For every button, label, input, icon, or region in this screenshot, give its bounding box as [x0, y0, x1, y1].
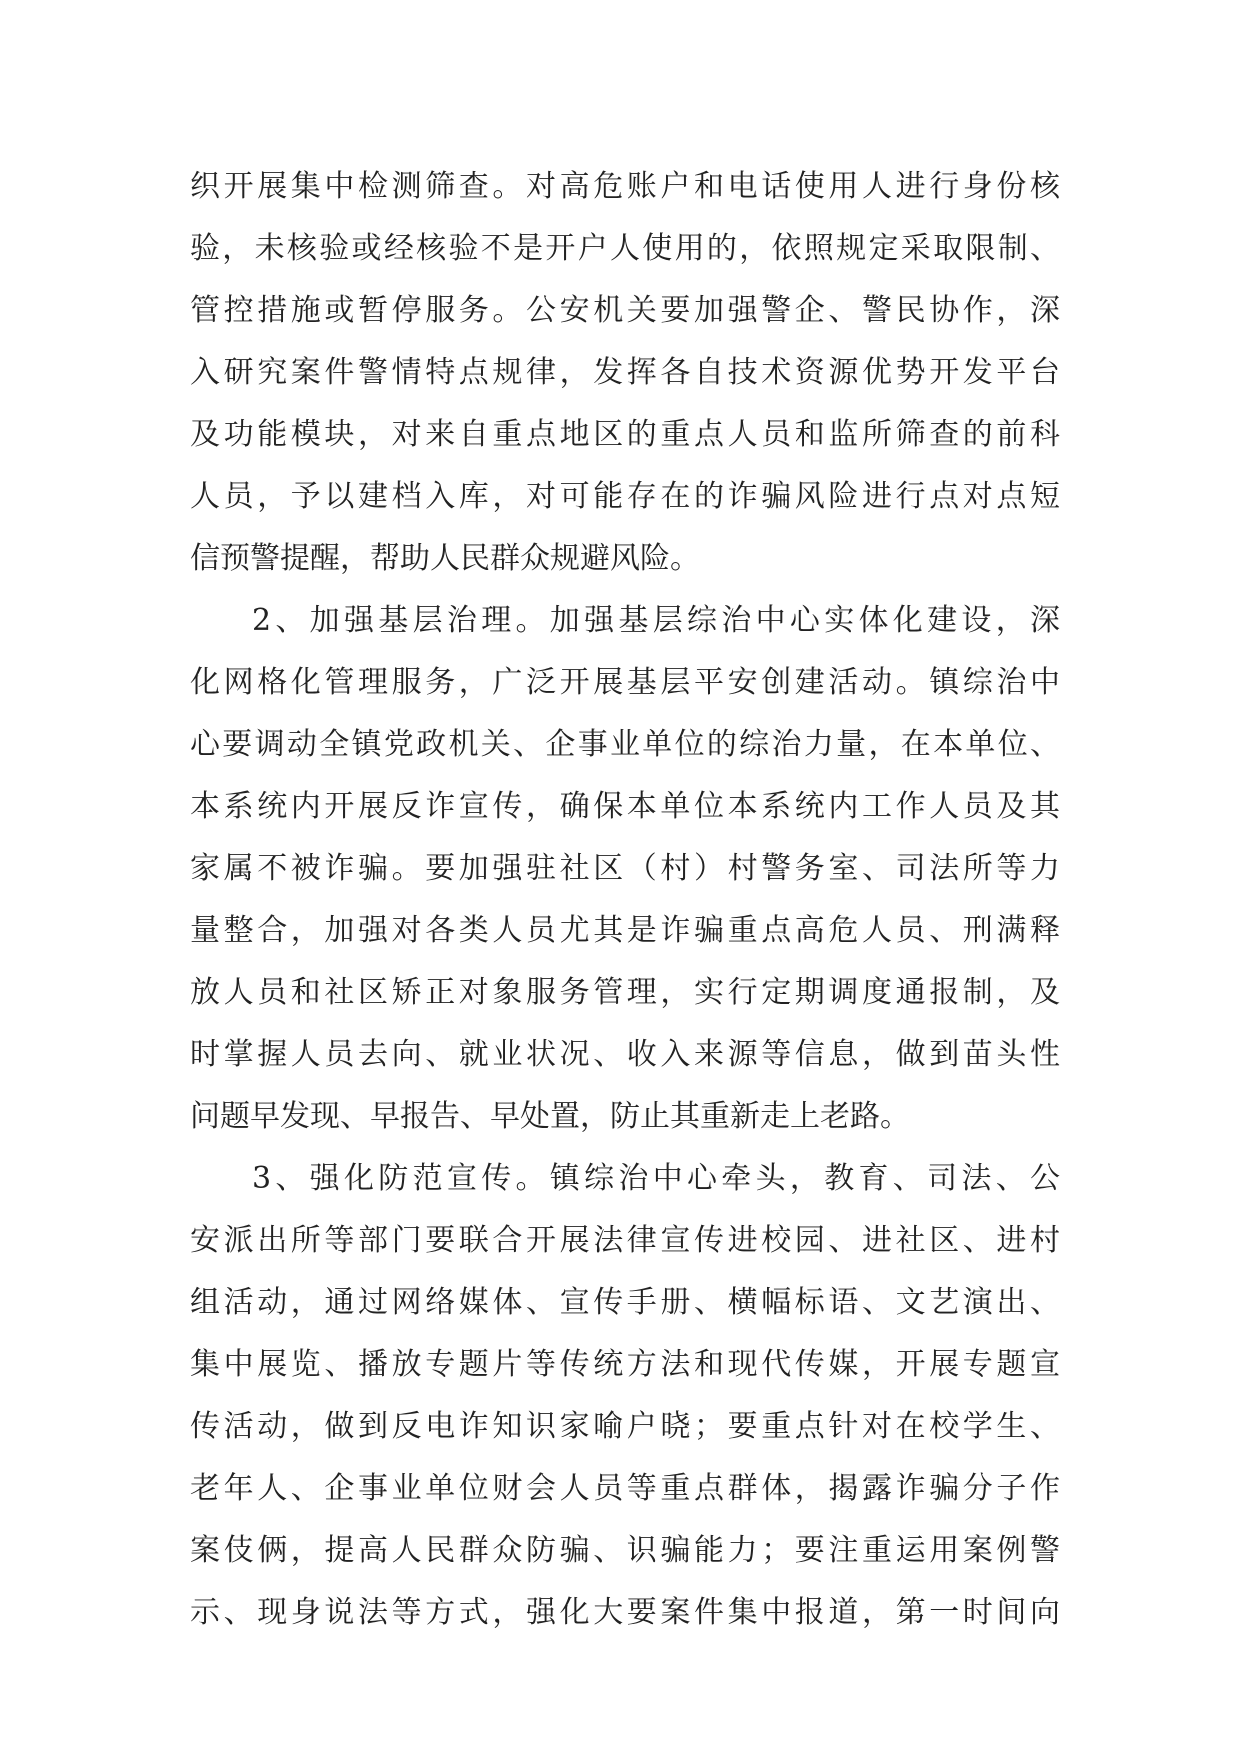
document-body — [190, 156, 1060, 1644]
text-line: 示、现身说法等方式，强化大要案件集中报道，第一时间向 — [190, 1595, 1060, 1630]
text-line: 家属不被诈骗。要加强驻社区（村）村警务室、司法所等力 — [190, 851, 1060, 886]
paragraph-2 — [190, 590, 1060, 1148]
text-line: 本系统内开展反诈宣传，确保本单位本系统内工作人员及其 — [190, 789, 1060, 824]
text-line: 放人员和社区矫正对象服务管理，实行定期调度通报制，及 — [190, 975, 1060, 1010]
text-line: 安派出所等部门要联合开展法律宣传进校园、进社区、进村 — [190, 1223, 1060, 1258]
text-line: 信预警提醒，帮助人民群众规避风险。 — [190, 541, 700, 576]
text-line: 管控措施或暂停服务。公安机关要加强警企、警民协作，深 — [190, 293, 1060, 328]
text-line: 验，未核验或经核验不是开户人使用的，依照规定采取限制、 — [190, 231, 1060, 266]
text-line: 人员，予以建档入库，对可能存在的诈骗风险进行点对点短 — [190, 479, 1060, 514]
text-line: 老年人、企事业单位财会人员等重点群体，揭露诈骗分子作 — [190, 1471, 1060, 1506]
text-line: 案伎俩，提高人民群众防骗、识骗能力；要注重运用案例警 — [190, 1533, 1060, 1568]
text-line: 传活动，做到反电诈知识家喻户晓；要重点针对在校学生、 — [190, 1409, 1060, 1444]
text-line: 时掌握人员去向、就业状况、收入来源等信息，做到苗头性 — [190, 1037, 1060, 1072]
text-line: 2、加强基层治理。加强基层综治中心实体化建设，深 — [252, 603, 1060, 638]
paragraph-1 — [190, 156, 1060, 590]
paragraph-3 — [190, 1148, 1060, 1644]
text-line: 心要调动全镇党政机关、企事业单位的综治力量，在本单位、 — [190, 727, 1060, 762]
text-line: 组活动，通过网络媒体、宣传手册、横幅标语、文艺演出、 — [190, 1285, 1060, 1320]
text-line: 及功能模块，对来自重点地区的重点人员和监所筛查的前科 — [190, 417, 1060, 452]
text-line: 3、强化防范宣传。镇综治中心牵头，教育、司法、公 — [252, 1161, 1060, 1196]
text-line: 量整合，加强对各类人员尤其是诈骗重点高危人员、刑满释 — [190, 913, 1060, 948]
text-line: 化网格化管理服务，广泛开展基层平安创建活动。镇综治中 — [190, 665, 1060, 700]
text-line: 织开展集中检测筛查。对高危账户和电话使用人进行身份核 — [190, 169, 1060, 204]
text-line: 入研究案件警情特点规律，发挥各自技术资源优势开发平台 — [190, 355, 1060, 390]
text-line: 集中展览、播放专题片等传统方法和现代传媒，开展专题宣 — [190, 1347, 1060, 1382]
text-line: 问题早发现、早报告、早处置，防止其重新走上老路。 — [190, 1099, 910, 1134]
